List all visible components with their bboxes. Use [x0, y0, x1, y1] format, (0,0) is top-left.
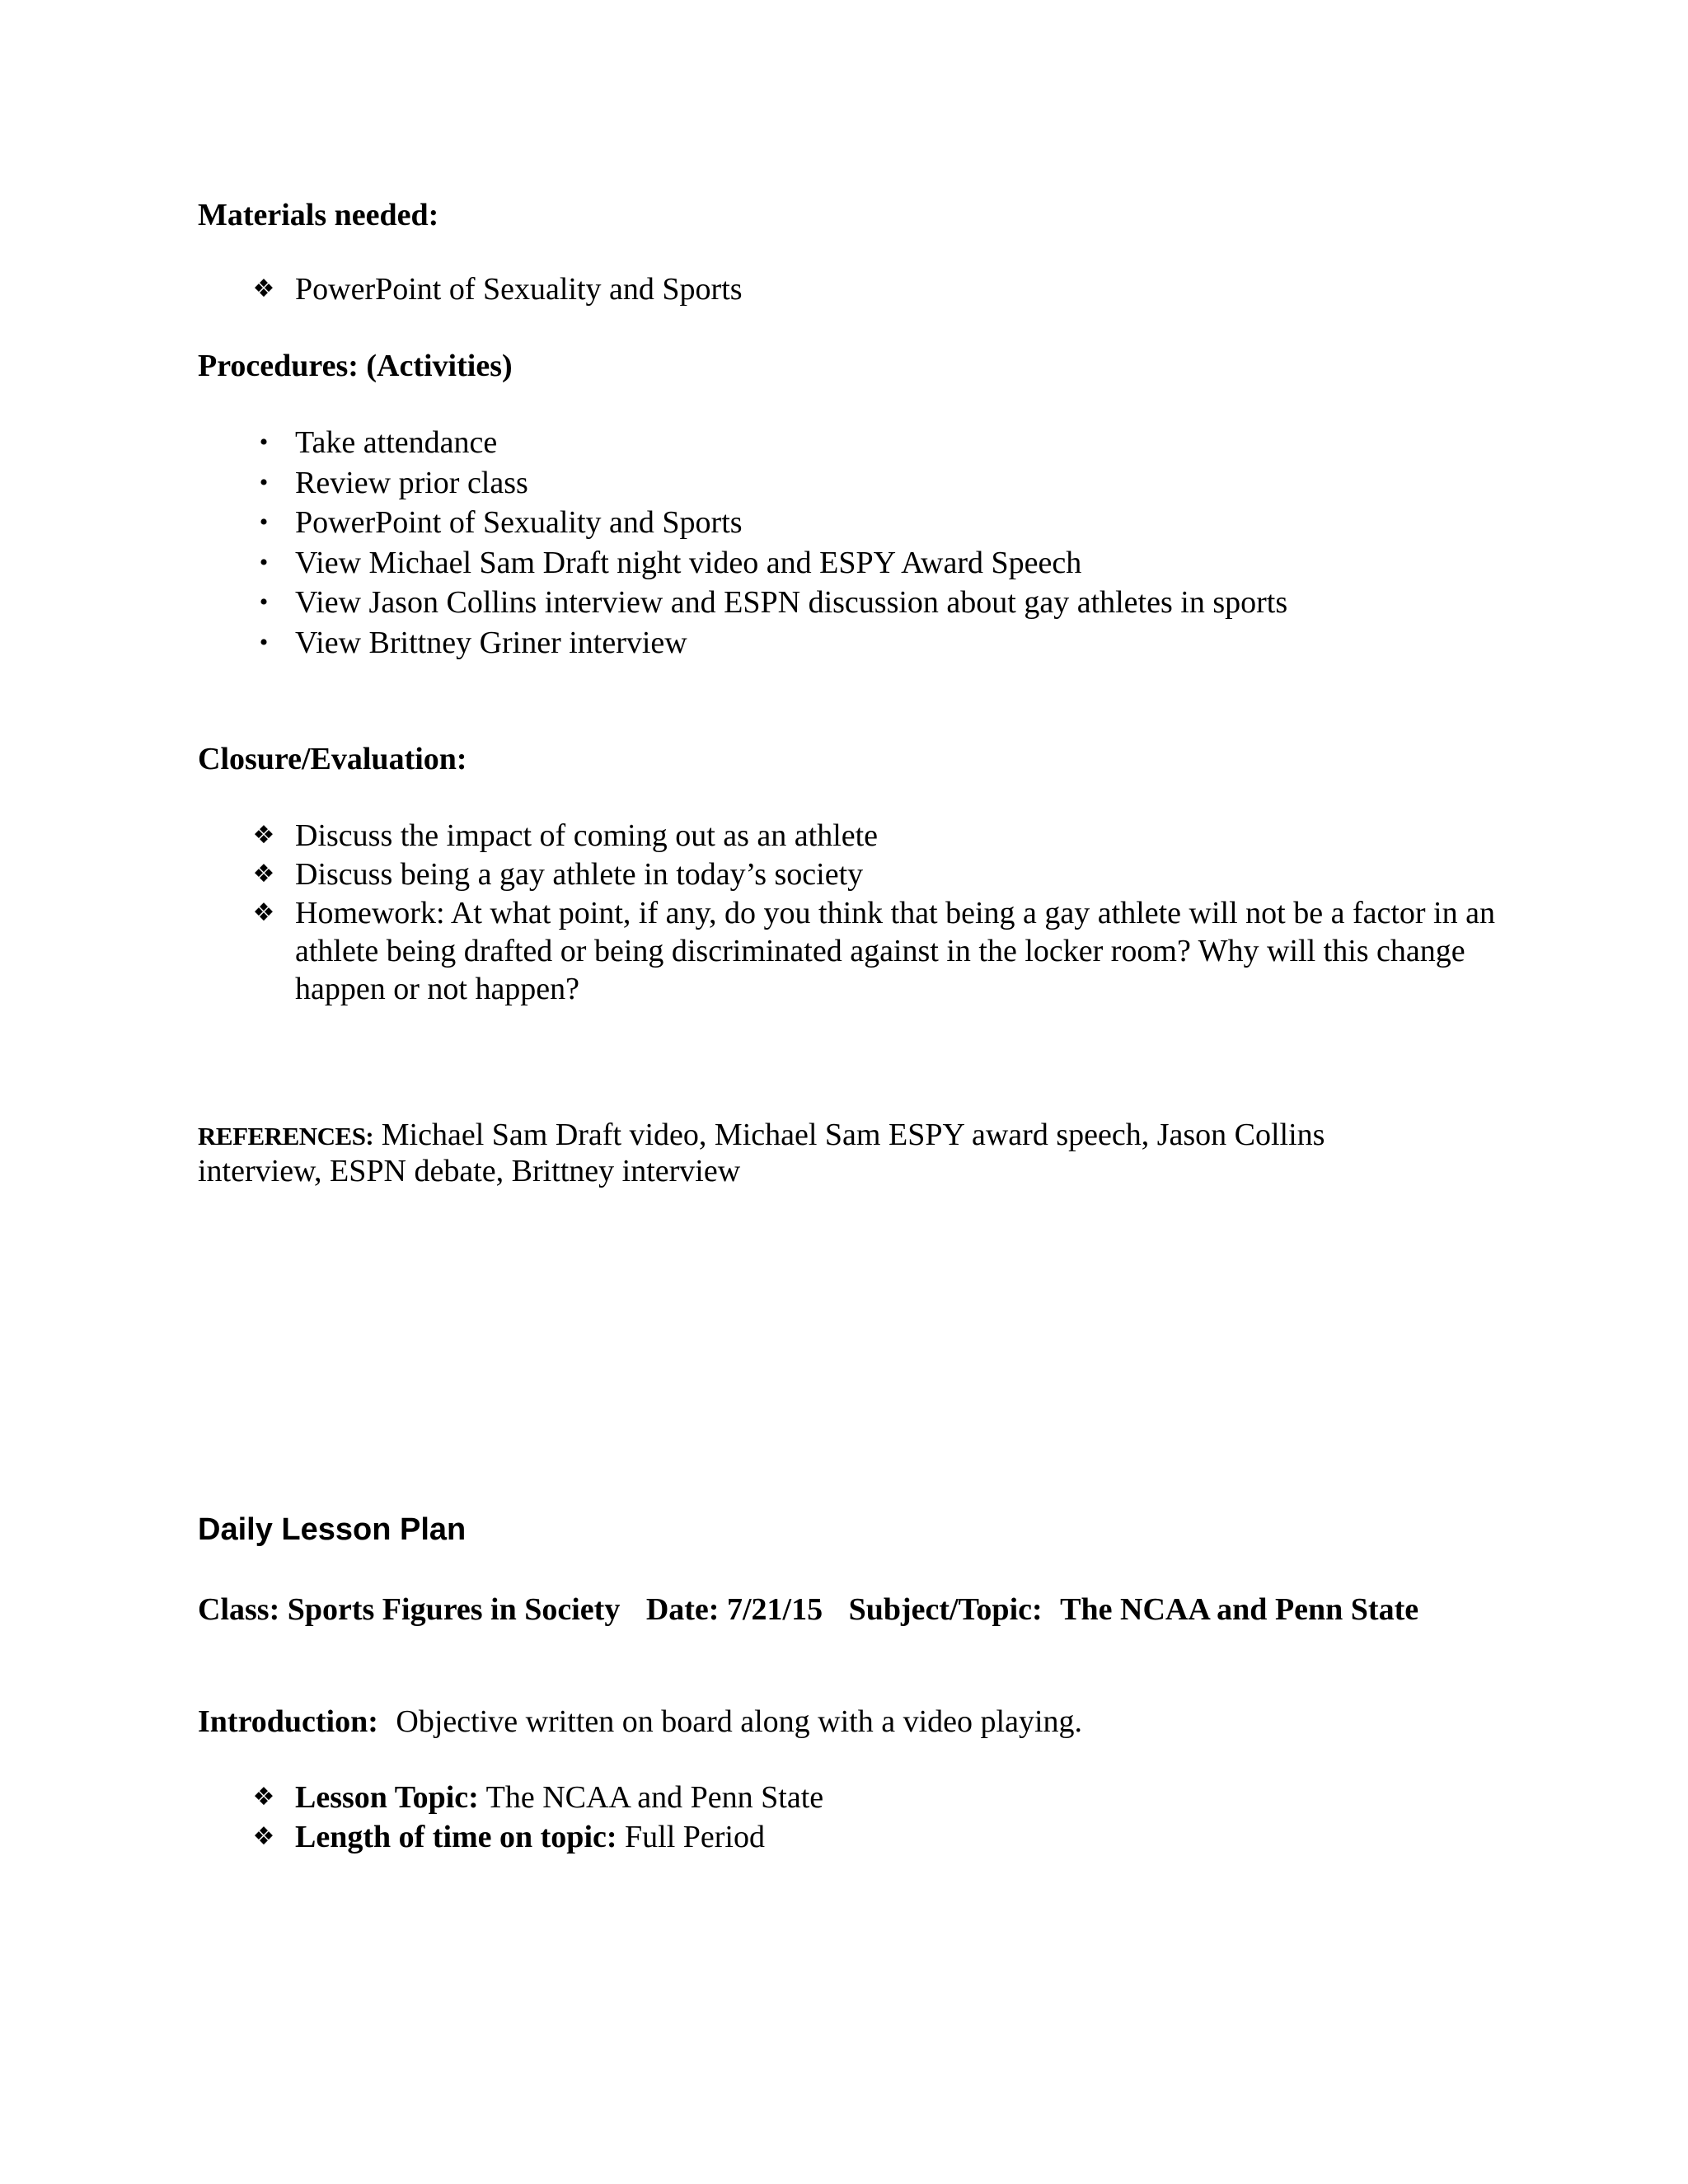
date-value: 7/21/15 — [726, 1592, 823, 1627]
diamond-bullet-icon: ❖ — [252, 274, 275, 303]
length-text — [295, 1818, 765, 1856]
materials-heading: Materials needed: — [198, 198, 439, 232]
procedures-heading: Procedures: (Activities) — [198, 349, 513, 383]
introduction-label: Introduction: — [198, 1704, 378, 1739]
length-value: Full Period — [625, 1820, 765, 1854]
list-item-text: Take attendance — [295, 425, 498, 460]
length-label: Length of time on topic: — [295, 1820, 617, 1854]
lesson-topic-text — [295, 1779, 823, 1816]
introduction-line — [198, 1703, 1082, 1741]
references-line — [198, 1116, 1325, 1155]
list-item-text: View Jason Collins interview and ESPN discussion about gay athletes in sports — [295, 585, 1288, 620]
diamond-bullet-icon: ❖ — [252, 1822, 275, 1851]
date-label: Date: — [645, 1592, 720, 1627]
dot-bullet-icon: • — [259, 629, 269, 656]
introduction-text: Objective written on board along with a video playing. — [396, 1704, 1083, 1739]
references-text: Michael Sam Draft video, Michael Sam ESPY award speech, Jason Collins — [381, 1118, 1325, 1152]
list-item-text: PowerPoint of Sexuality and Sports — [295, 272, 743, 307]
list-item-text: Discuss being a gay athlete in today’s society — [295, 857, 864, 892]
subject-value: The NCAA and Penn State — [1060, 1592, 1419, 1627]
dot-bullet-icon: • — [259, 469, 269, 496]
list-item-text: View Michael Sam Draft night video and ESPY Award Speech — [295, 546, 1082, 580]
dot-bullet-icon: • — [259, 588, 269, 616]
class-value: Sports Figures in Society — [287, 1592, 621, 1627]
diamond-bullet-icon: ❖ — [252, 1783, 275, 1811]
list-item-text: Discuss the impact of coming out as an athlete — [295, 818, 879, 853]
dot-bullet-icon: • — [259, 509, 269, 536]
references-label: REFERENCES: — [198, 1122, 374, 1151]
dot-bullet-icon: • — [259, 549, 269, 576]
class-info-line — [198, 1591, 1418, 1629]
dot-bullet-icon: • — [259, 429, 269, 456]
class-label: Class: — [198, 1592, 280, 1627]
diamond-bullet-icon: ❖ — [252, 898, 275, 927]
list-item-text: Review prior class — [295, 466, 528, 500]
list-item-text: View Brittney Griner interview — [295, 626, 687, 660]
diamond-bullet-icon: ❖ — [252, 821, 275, 850]
lesson-topic-value: The NCAA and Penn State — [485, 1780, 824, 1815]
lesson-plan-title: Daily Lesson Plan — [198, 1512, 467, 1547]
subject-label: Subject/Topic: — [848, 1592, 1043, 1627]
list-item-text: Homework: At what point, if any, do you think that being a gay athlete will not be a factor in an athlete being drafted or being discriminated against in the locker room? Why will this change happen or not happen? — [295, 896, 1495, 1006]
closure-heading: Closure/Evaluation: — [198, 742, 467, 776]
diamond-bullet-icon: ❖ — [252, 860, 275, 888]
list-item-text: PowerPoint of Sexuality and Sports — [295, 505, 743, 540]
references-text-line2: interview, ESPN debate, Brittney interview — [198, 1154, 741, 1188]
lesson-topic-label: Lesson Topic: — [295, 1780, 479, 1815]
